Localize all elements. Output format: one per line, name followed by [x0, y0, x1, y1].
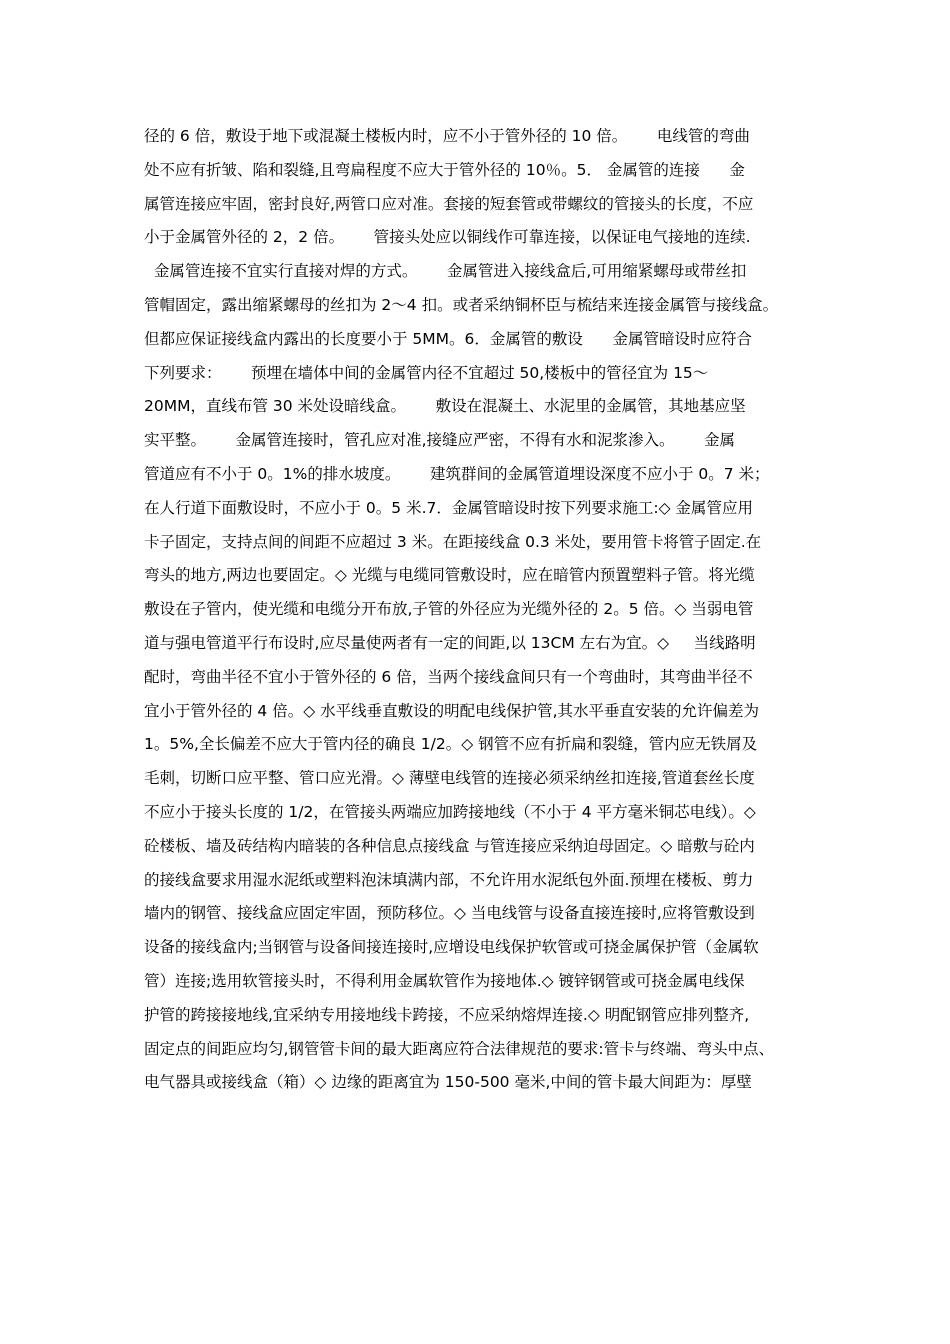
text-line: 宜小于管外径的 4 倍。◇ 水平线垂直敷设的明配电线保护管,其水平垂直安装的允许偏差为: [144, 701, 759, 720]
text-line: 弯头的地方,两边也要固定。◇ 光缆与电缆同管敷设时，应在暗管内预置塑料子管。将光缆: [144, 566, 755, 585]
text-line: 下列要求： 预埋在墙体中间的金属管内径不宜超过 50,楼板中的管径宜为 15～: [144, 363, 709, 382]
text-line: 在人行道下面敷设时，不应小于 0。5 米.7．金属管暗设时按下列要求施工:◇ 金属管应用: [144, 498, 753, 517]
text-line: 属管连接应牢固，密封良好,两管口应对准。套接的短套管或带螺纹的管接头的长度，不应: [144, 194, 754, 213]
text-line: 20MM，直线布管 30 米处设暗线盒。 敷设在混凝土、水泥里的金属管，其地基应坚: [144, 397, 746, 416]
text-line: 的接线盒要求用湿水泥纸或塑料泡沫填满内部，不允许用水泥纸包外面.预埋在楼板、剪力: [144, 870, 754, 889]
text-line: 配时，弯曲半径不宜小于管外径的 6 倍，当两个接线盒间只有一个弯曲时，其弯曲半径不: [144, 667, 753, 686]
text-line: 砼楼板、墙及砖结构内暗装的各种信息点接线盒 与管连接应采纳迫母固定。◇ 暗敷与砼内: [144, 836, 755, 855]
text-line: 固定点的间距应均匀,钢管管卡间的最大距离应符合法律规范的要求:管卡与终端、弯头中点、: [144, 1039, 775, 1058]
text-line: 设备的接线盒内;当钢管与设备间接连接时,应增设电线保护软管或可挠金属保护管（金属软: [144, 938, 759, 957]
text-line: 管帽固定，露出缩紧螺母的丝扣为 2～4 扣。或者采纳铜杯臣与梳结来连接金属管与接线盒。: [144, 295, 779, 314]
text-line: 径的 6 倍，敷设于地下或混凝土楼板内时，应不小于管外径的 10 倍。 电线管的弯曲: [144, 127, 750, 145]
text-line: 但都应保证接线盒内露出的长度要小于 5MM。6．金属管的敷设 金属管暗设时应符合: [144, 329, 752, 348]
text-line: 卡子固定，支持点间的间距不应超过 3 米。在距接线盒 0.3 米处，要用管卡将管子固定.在: [144, 532, 762, 551]
text-line: 毛刺，切断口应平整、管口应光滑。◇ 薄壁电线管的连接必须采纳丝扣连接,管道套丝长度: [144, 769, 755, 788]
text-line: 管道应有不小于 0。1%的排水坡度。 建筑群间的金属管道埋设深度不应小于 0。7 米；: [144, 464, 770, 483]
text-line: 管）连接;选用软管接头时，不得利用金属软管作为接地体.◇ 镀锌钢管或可挠金属电线保: [144, 971, 745, 990]
text-line: 1。5%,全长偏差不应大于管内径的确良 1/2。◇ 钢管不应有折扁和裂缝，管内应无铁屑及: [144, 735, 758, 754]
text-line: 墙内的钢管、接线盒应固定牢固，预防移位。◇ 当电线管与设备直接连接时,应将管敷设到: [144, 904, 755, 923]
text-line: 敷设在子管内，使光缆和电缆分开布放,子管的外径应为光缆外径的 2。5 倍。◇ 当弱电管: [144, 600, 754, 619]
text-line: 护管的跨接接地线,宜采纳专用接地线卡跨接，不应采纳熔焊连接.◇ 明配钢管应排列整齐,: [144, 1005, 750, 1024]
text-line: 电气器具或接线盒（箱）◇ 边缘的距离宜为 150-500 毫米,中间的管卡最大间距为：厚壁: [144, 1073, 752, 1092]
text-line: 实平整。 金属管连接时，管孔应对准,接缝应严密，不得有水和泥浆渗入。 金属: [144, 431, 736, 450]
text-line: 金属管连接不宜实行直接对焊的方式。 金属管进入接线盒后,可用缩紧螺母或带丝扣: [144, 262, 747, 281]
text-line: 处不应有折皱、陷和裂缝,且弯扁程度不应大于管外径的 10％。5． 金属管的连接 金: [144, 160, 745, 179]
body-text: [144, 124, 834, 1104]
text-line: 不应小于接头长度的 1/2，在管接头两端应加跨接地线（不小于 4 平方毫米铜芯电线）。◇: [144, 802, 756, 821]
text-line: 道与强电管道平行布设时,应尽量使两者有一定的间距,以 13CM 左右为宜。◇ 当线路明: [144, 633, 756, 652]
text-line: 小于金属管外径的 2，2 倍。 管接头处应以铜线作可靠连接，以保证电气接地的连续.: [144, 228, 751, 247]
